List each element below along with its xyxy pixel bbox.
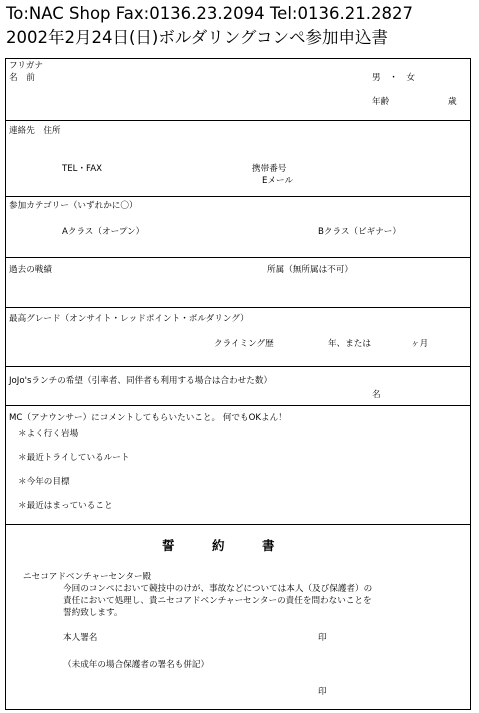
contact-label: 連絡先 住所 [9,126,61,136]
category-option-a[interactable]: Aクラス（オープン） [62,227,145,237]
application-form [5,58,471,710]
minor-note: （未成年の場合保護者の署名も併記） [63,660,210,670]
mc-item: ＊よく行く岩場 [18,429,79,439]
divider [6,196,470,197]
record-label: 過去の戦績 [9,265,52,275]
category-option-b[interactable]: Bクラス（ビギナー） [318,227,401,237]
pledge-title: 誓 約 書 [162,538,275,553]
age-label: 年齢 [372,97,390,107]
divider [6,524,470,525]
mc-label: MC（アナウンサー）にコメントしてもらいたいこと。 何でもOKよん！ [9,413,287,423]
seal-mark: 印 [318,687,327,697]
mc-item: ＊最近はまっていること [18,501,113,511]
grade-label: 最高グレード（オンサイト・レッドポイント・ボルダリング） [9,314,249,324]
seal-mark: 印 [318,633,327,643]
years-label: 年、または [328,339,371,349]
mobile-label: 携帯番号 [252,164,287,174]
pledge-body-line: 今回のコンペにおいて競技中のけが、事故などについては本人（及び保護者）の [63,584,373,594]
divider [6,307,470,308]
months-label: ヶ月 [411,339,429,349]
pledge-body-line: 誓約致します。 [63,608,123,618]
telfax-label: TEL・FAX [62,164,102,174]
lunch-unit: 名 [372,390,381,400]
divider [6,366,470,367]
sex-field[interactable]: 男 ・ 女 [372,73,415,83]
fax-header: To:NAC Shop Fax:0136.23.2094 Tel:0136.21.2827 [6,4,413,23]
mc-item: ＊今年の目標 [18,477,70,487]
divider [6,257,470,258]
signature-label: 本人署名 [63,633,98,643]
email-label: Eメール [262,176,294,186]
affiliation-label: 所属（無所属は不可） [267,265,353,275]
divider [6,405,470,406]
form-title: 2002年2月24日(日)ボルダリングコンペ参加申込書 [6,28,389,47]
furigana-label: フリガナ [9,61,43,71]
lunch-label: JoJo'sランチの希望（引率者、同伴者も利用する場合は合わせた数） [9,376,273,386]
category-label: 参加カテゴリー（いずれかに〇） [9,201,138,211]
name-label: 名 前 [9,73,35,83]
climbing-history-label: クライミング歴 [214,339,274,349]
pledge-body-line: 責任において処理し、貴ニセコアドベンチャーセンターの責任を問わないことを [63,596,372,606]
pledge-addressee: ニセコアドベンチャーセンター殿 [23,572,152,582]
divider [6,120,470,121]
mc-item: ＊最近トライしているルート [18,453,130,463]
age-unit: 歳 [448,97,457,107]
